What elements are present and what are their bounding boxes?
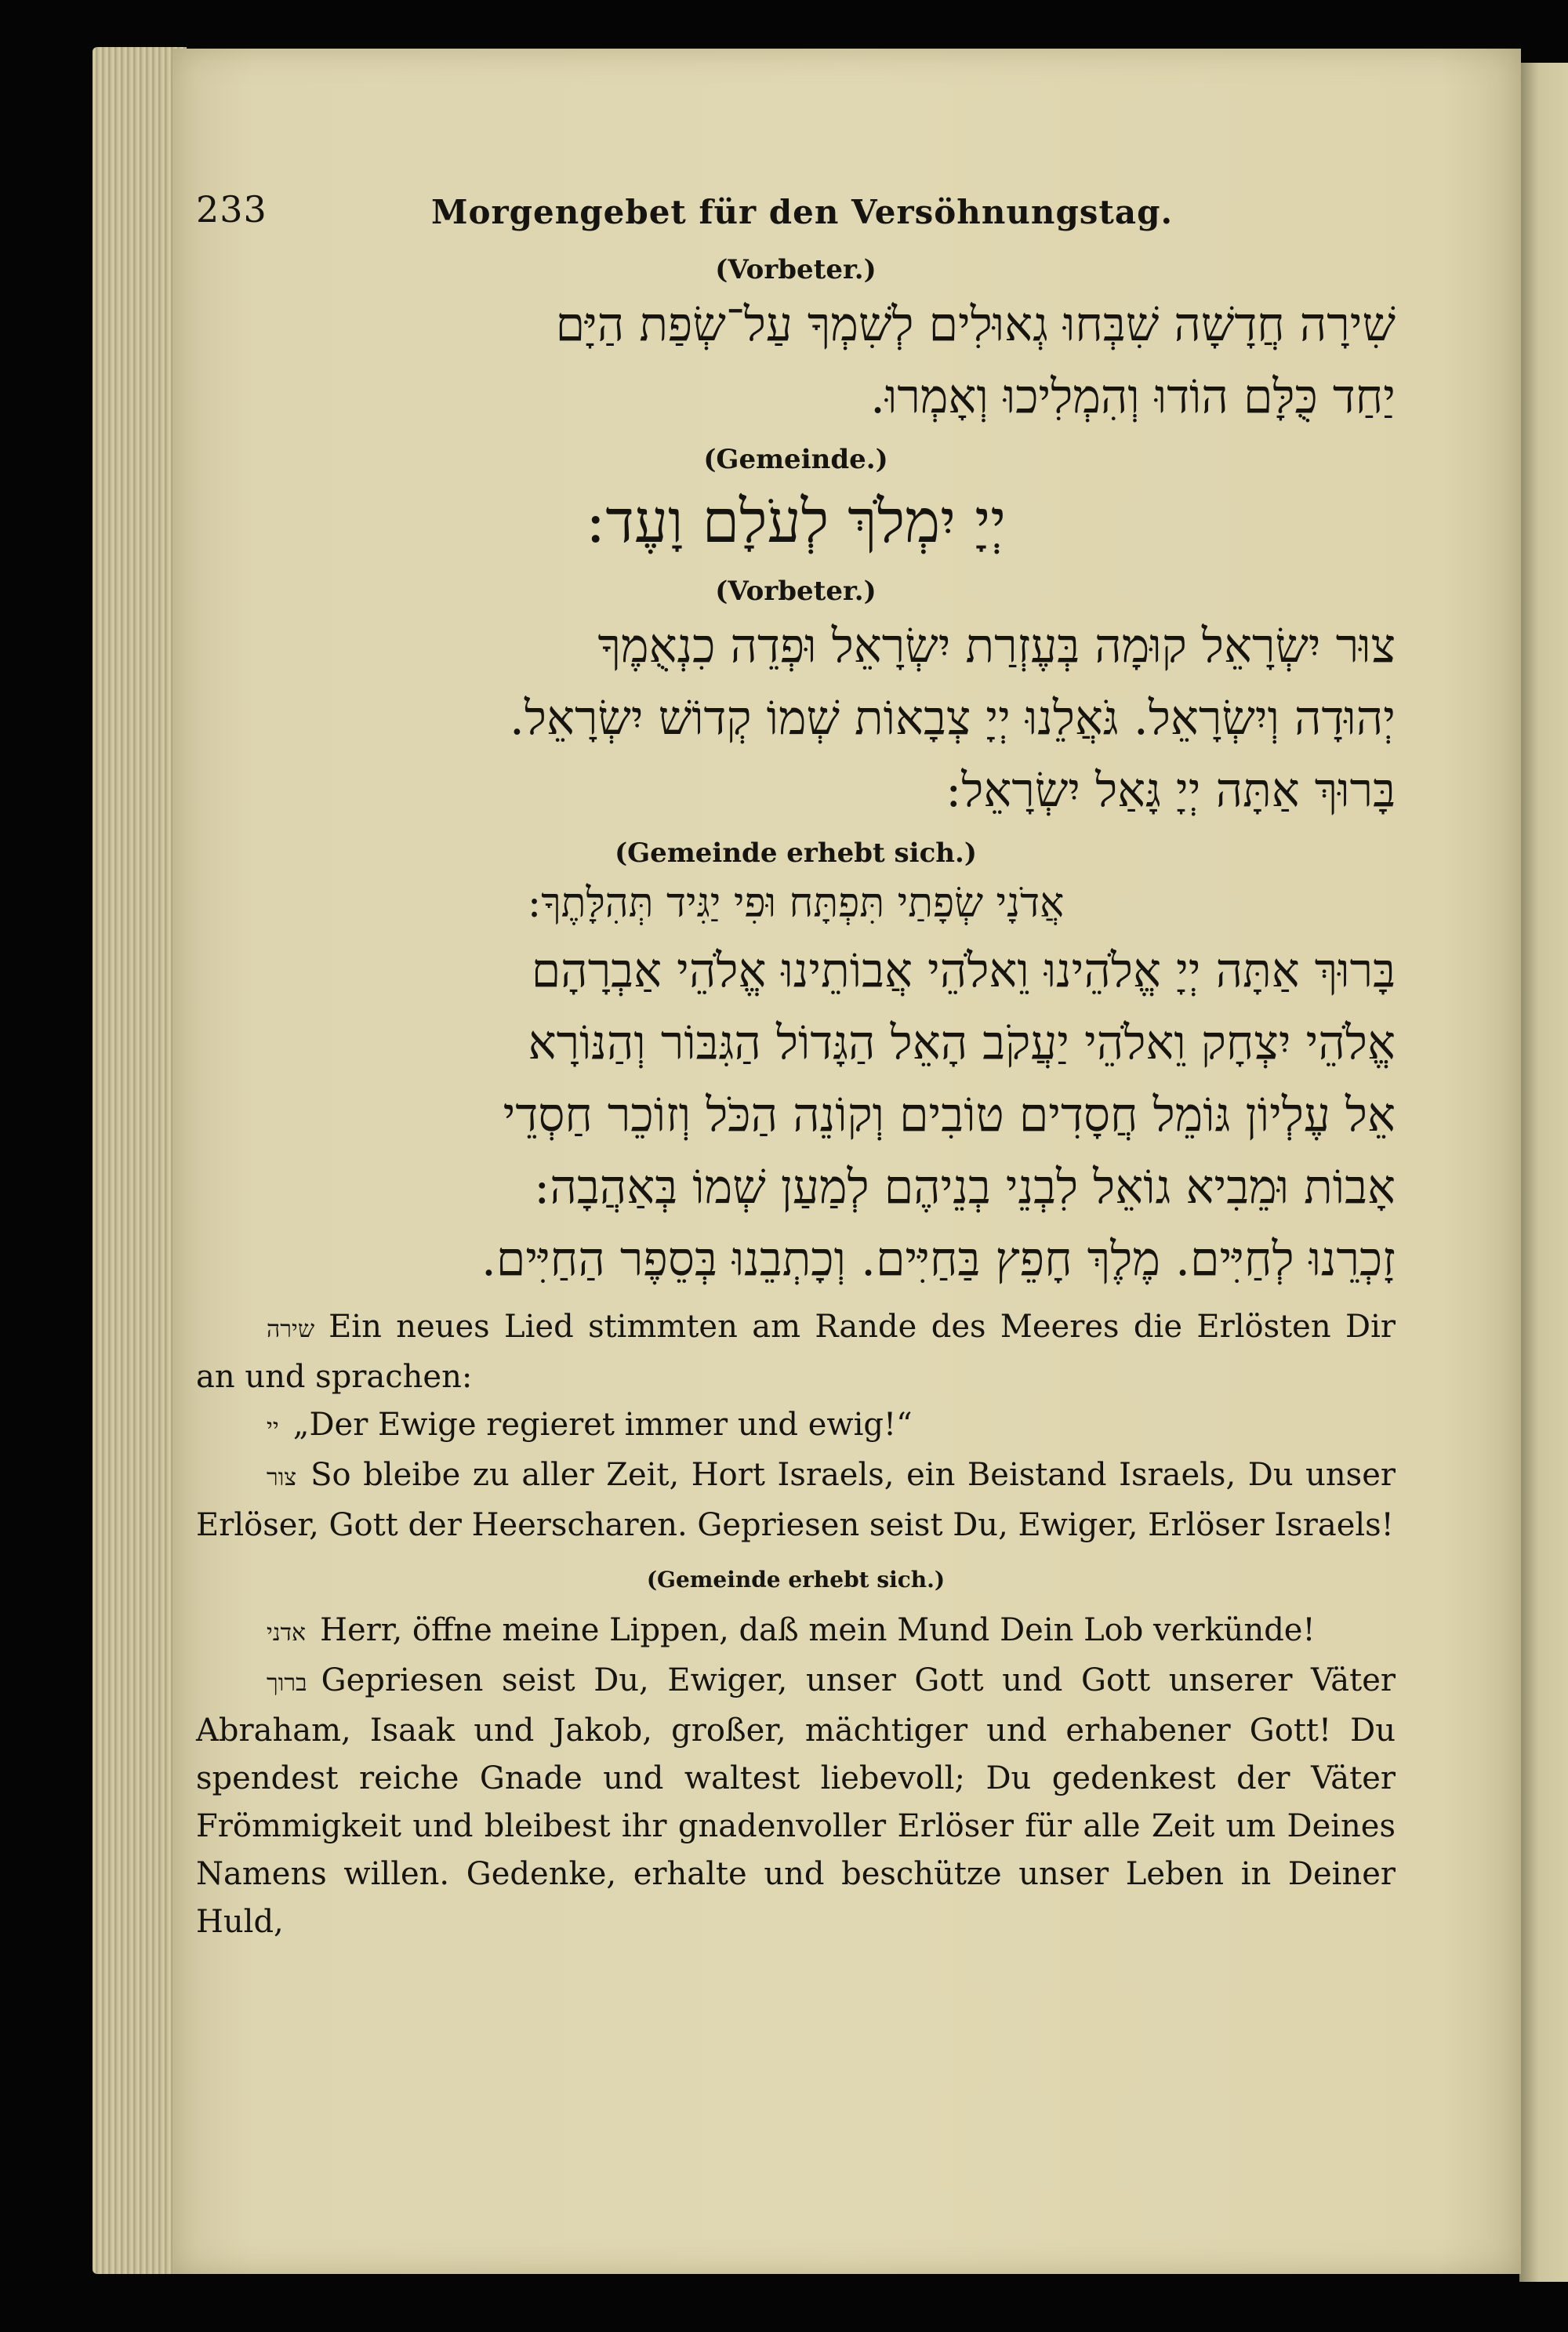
paragraph-text: „Der Ewige regieret immer und ewig!“ [292, 1407, 913, 1443]
hebrew-keyword: צור [267, 1464, 297, 1491]
hebrew-line: יַחַד כֻּלָּם הוֹדוּ וְהִמְלִיכוּ וְאָמְרוּ. [869, 369, 1396, 424]
translation-paragraph [196, 1401, 1396, 1451]
paragraph-text: Ein neues Lied stimmten am Rande des Meeres die Erlösten Dir an und sprachen: [196, 1309, 1396, 1395]
paragraph-text: So bleibe zu aller Zeit, Hort Israels, ein Beistand Israels, Du unser Erlöser, Gott der Heerscharen. Gepriesen seist Du, Ewiger, Erlöser Israels! [196, 1457, 1396, 1543]
translation-paragraph [196, 1451, 1396, 1549]
translation-paragraph [196, 1657, 1396, 1946]
translation-paragraph [196, 1303, 1396, 1401]
german-translation [196, 1303, 1396, 1946]
hebrew-line: אֵל עֶלְיוֹן גּוֹמֵל חֲסָדִים טוֹבִים וְקוֹנֵה הַכֹּל וְזוֹכֵר חַסְדֵי [503, 1088, 1396, 1142]
section-label: (Vorbeter.) [715, 254, 877, 285]
page-number: 233 [196, 188, 267, 231]
section-label: (Gemeinde erhebt sich.) [615, 837, 977, 869]
section-label: (Gemeinde.) [703, 444, 888, 475]
page-title: Morgengebet für den Versöhnungstag. [431, 193, 1174, 231]
hebrew-line: שִׁירָה חֲדָשָׁה שִׁבְּחוּ גְאוּלִים לְשִׁמְךָ עַל־שְׂפַת הַיָּם [555, 297, 1396, 352]
facing-page-edge [1519, 63, 1568, 2282]
paragraph-text: Gepriesen seist Du, Ewiger, unser Gott und Gott unserer Väter Abraham, Isaak und Jakob, großer, mächtiger und erhabener Gott! Du spendest reiche Gnade und waltest liebevoll; Du gedenkest der Väter Frömmigkeit und bleibest ihr gnadenvoller Erlöser für alle Zeit um Deines Namens willen. Gedenke, erhalte und beschütze unser Leben in Deiner Huld, [196, 1662, 1396, 1940]
hebrew-keyword: אדני [267, 1619, 307, 1647]
section-label: (Vorbeter.) [715, 576, 877, 607]
hebrew-keyword: יי [267, 1414, 279, 1441]
hebrew-response-line: יְיָ יִמְלֹךְ לְעֹלָם וָעֶד: [585, 486, 1007, 556]
translation-paragraph [196, 1607, 1396, 1657]
hebrew-line: אָבוֹת וּמֵבִיא גוֹאֵל לִבְנֵי בְנֵיהֶם לְמַעַן שְׁמוֹ בְּאַהֲבָה: [534, 1160, 1396, 1215]
hebrew-line: אֲדֹנָי שְׂפָתַי תִּפְתָּח וּפִי יַגִּיד תְּהִלָּתֶךָ: [527, 880, 1065, 927]
hebrew-line: אֱלֹהֵי יִצְחָק וֵאלֹהֵי יַעֲקֹב הָאֵל הַגָּדוֹל הַגִּבּוֹר וְהַנּוֹרָא [528, 1015, 1396, 1070]
paragraph-text: Herr, öffne meine Lippen, daß mein Mund Dein Lob verkünde! [320, 1612, 1316, 1648]
running-head [196, 188, 1396, 243]
hebrew-line: בָּרוּךְ אַתָּה יְיָ גָּאַל יִשְׂרָאֵל: [946, 763, 1396, 818]
hebrew-line: צוּר יִשְׂרָאֵל קוּמָה בְּעֶזְרַת יִשְׂרָאֵל וּפְדֵה כִנְאֻמֶךָ [597, 619, 1396, 674]
section-label: (Gemeinde erhebt sich.) [646, 1567, 946, 1593]
hebrew-line: בָּרוּךְ אַתָּה יְיָ אֱלֹהֵינוּ וֵאלֹהֵי אֲבוֹתֵינוּ אֱלֹהֵי אַבְרָהָם [531, 943, 1396, 998]
hebrew-line: זָכְרֵנוּ לְחַיִּים. מֶלֶךְ חָפֵץ בַּחַיִּים. וְכָתְבֵנוּ בְּסֵפֶר הַחַיִּים. [481, 1232, 1396, 1287]
page-content [196, 188, 1396, 1946]
hebrew-keyword: שירה [267, 1316, 315, 1343]
hebrew-keyword: ברוך [267, 1669, 307, 1697]
hebrew-line: יְהוּדָה וְיִשְׂרָאֵל. גֹּאֲלֵנוּ יְיָ צְבָאוֹת שְׁמוֹ קְדוֹשׁ יִשְׂרָאֵל. [509, 691, 1396, 746]
